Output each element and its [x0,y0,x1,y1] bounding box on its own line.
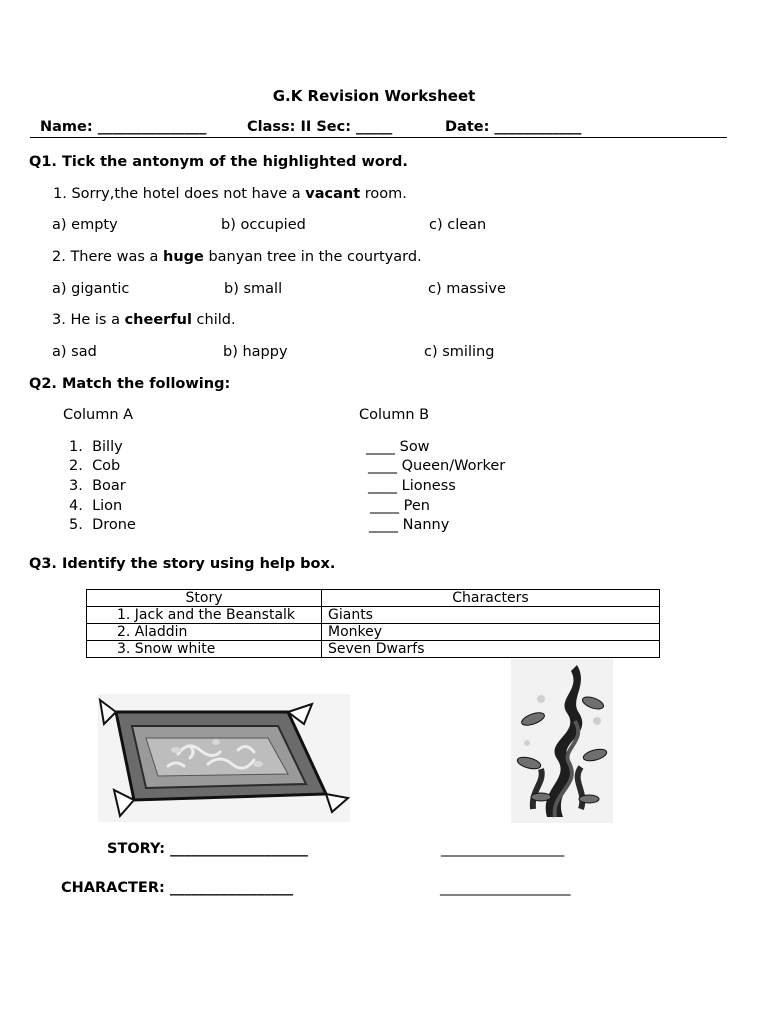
q1-3-option-a[interactable]: a) sad [52,344,97,360]
highlighted-word: vacant [305,186,361,202]
name-field[interactable]: Name: _______________ [40,119,207,135]
date-field[interactable]: Date: ____________ [445,119,582,135]
match-left-item: 4. Lion [69,498,123,514]
characters-cell: Monkey [322,624,660,641]
class-section-field[interactable]: Class: II Sec: _____ [247,119,393,135]
help-box-table [86,589,660,658]
magic-carpet-image [98,694,350,822]
match-right-item[interactable]: ____ Lioness [368,478,456,494]
highlighted-word: cheerful [124,312,192,328]
q1-2-option-b[interactable]: b) small [224,281,283,297]
column-a-header: Column A [63,407,134,423]
story-cell: 3. Snow white [87,641,322,658]
q1-2-option-a[interactable]: a) gigantic [52,281,130,297]
q1-1-option-c[interactable]: c) clean [429,217,487,233]
match-left-item: 5. Drone [69,517,136,533]
character-answer-field-2[interactable]: __________________ [440,880,571,896]
beanstalk-image [511,659,613,823]
match-right-item[interactable]: ____ Nanny [369,517,450,533]
q1-1-option-b[interactable]: b) occupied [221,217,306,233]
q1-1-option-a[interactable]: a) empty [52,217,118,233]
q1-question-2: 2. There was a huge banyan tree in the courtyard. [52,249,422,265]
q3-heading: Q3. Identify the story using help box. [29,556,336,572]
character-answer-field[interactable]: CHARACTER: _________________ [61,880,294,896]
story-answer-field[interactable]: STORY: ___________________ [107,841,308,857]
table-row [87,624,660,641]
table-header-characters: Characters [322,590,660,607]
highlighted-word: huge [163,249,204,265]
q1-3-option-c[interactable]: c) smiling [424,344,495,360]
q1-question-1: 1. Sorry,the hotel does not have a vacant room. [53,186,407,202]
match-left-item: 1. Billy [69,439,123,455]
match-right-item[interactable]: ____ Queen/Worker [368,458,506,474]
q1-3-option-b[interactable]: b) happy [223,344,288,360]
characters-cell: Giants [322,607,660,624]
table-header-story: Story [87,590,322,607]
table-row [87,641,660,658]
q1-2-option-c[interactable]: c) massive [428,281,506,297]
match-left-item: 2. Cob [69,458,121,474]
match-right-item[interactable]: ____ Sow [366,439,430,455]
characters-cell: Seven Dwarfs [322,641,660,658]
q1-heading: Q1. Tick the antonym of the highlighted word. [29,154,408,170]
header-rule [30,137,727,138]
q1-question-3: 3. He is a cheerful child. [52,312,236,328]
match-left-item: 3. Boar [69,478,126,494]
column-b-header: Column B [359,407,430,423]
story-answer-field-2[interactable]: _________________ [441,841,565,857]
table-header-row [87,590,660,607]
match-right-item[interactable]: ____ Pen [370,498,430,514]
worksheet-title: G.K Revision Worksheet [272,87,476,105]
table-row [87,607,660,624]
story-cell: 1. Jack and the Beanstalk [87,607,322,624]
q2-heading: Q2. Match the following: [29,376,231,392]
story-cell: 2. Aladdin [87,624,322,641]
